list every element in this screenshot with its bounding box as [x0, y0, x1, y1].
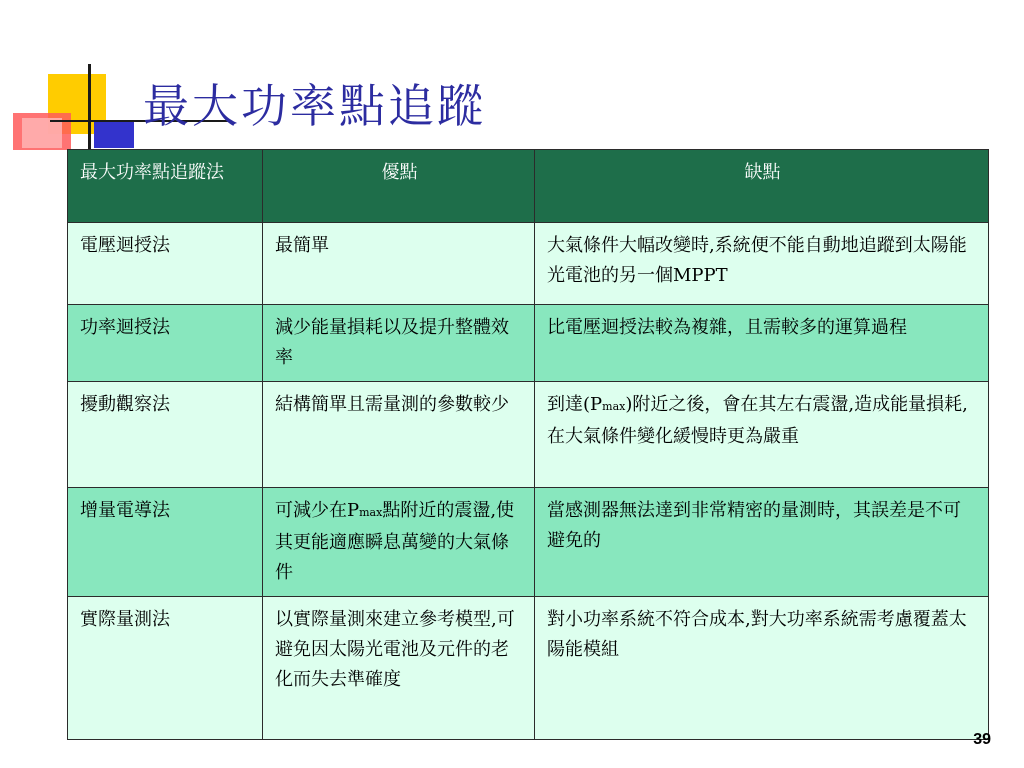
table-row	[68, 223, 989, 305]
pros-cell: 以實際量測來建立參考模型,可避免因太陽光電池及元件的老化而失去準確度	[263, 597, 535, 740]
decor-pink-square	[22, 118, 62, 148]
cons-text-before: 到達(P	[547, 394, 603, 415]
pros-cell	[263, 488, 535, 597]
pros-text-before: 可減少在P	[275, 500, 360, 521]
pros-cell: 最簡單	[263, 223, 535, 305]
header-cons: 缺點	[535, 150, 989, 223]
table-row	[68, 597, 989, 740]
table-row	[68, 305, 989, 382]
pros-cell: 結構簡單且需量測的參數較少	[263, 382, 535, 488]
mppt-comparison-table	[67, 149, 989, 740]
cons-cell: 對小功率系統不符合成本,對大功率系統需考慮覆蓋太陽能模組	[535, 597, 989, 740]
table-row	[68, 382, 989, 488]
cons-cell: 當感測器無法達到非常精密的量測時，其誤差是不可避免的	[535, 488, 989, 597]
cons-cell: 比電壓迴授法較為複雜，且需較多的運算過程	[535, 305, 989, 382]
decor-vertical-line	[88, 64, 91, 161]
header-method: 最大功率點追蹤法	[68, 150, 263, 223]
table-row	[68, 488, 989, 597]
method-cell: 功率迴授法	[68, 305, 263, 382]
header-pros: 優點	[263, 150, 535, 223]
pros-text-after: 點附近的震盪,使其更能適應瞬息萬變的大氣條件	[275, 500, 515, 583]
pros-cell: 減少能量損耗以及提升整體效率	[263, 305, 535, 382]
table-header-row	[68, 150, 989, 223]
cons-subscript-max: max	[602, 400, 626, 413]
slide-title: 最大功率點追蹤	[143, 79, 486, 133]
decor-blue-square	[94, 121, 134, 148]
pros-subscript-max: max	[359, 506, 383, 519]
page-number: 39	[973, 731, 991, 748]
cons-text-after: )附近之後，會在其左右震盪,造成能量損耗,在大氣條件變化緩慢時更為嚴重	[547, 394, 968, 447]
method-cell: 實際量測法	[68, 597, 263, 740]
method-cell: 擾動觀察法	[68, 382, 263, 488]
cons-cell: 大氣條件大幅改變時,系統便不能自動地追蹤到太陽能光電池的另一個MPPT	[535, 223, 989, 305]
method-cell: 電壓迴授法	[68, 223, 263, 305]
cons-cell	[535, 382, 989, 488]
method-cell: 增量電導法	[68, 488, 263, 597]
